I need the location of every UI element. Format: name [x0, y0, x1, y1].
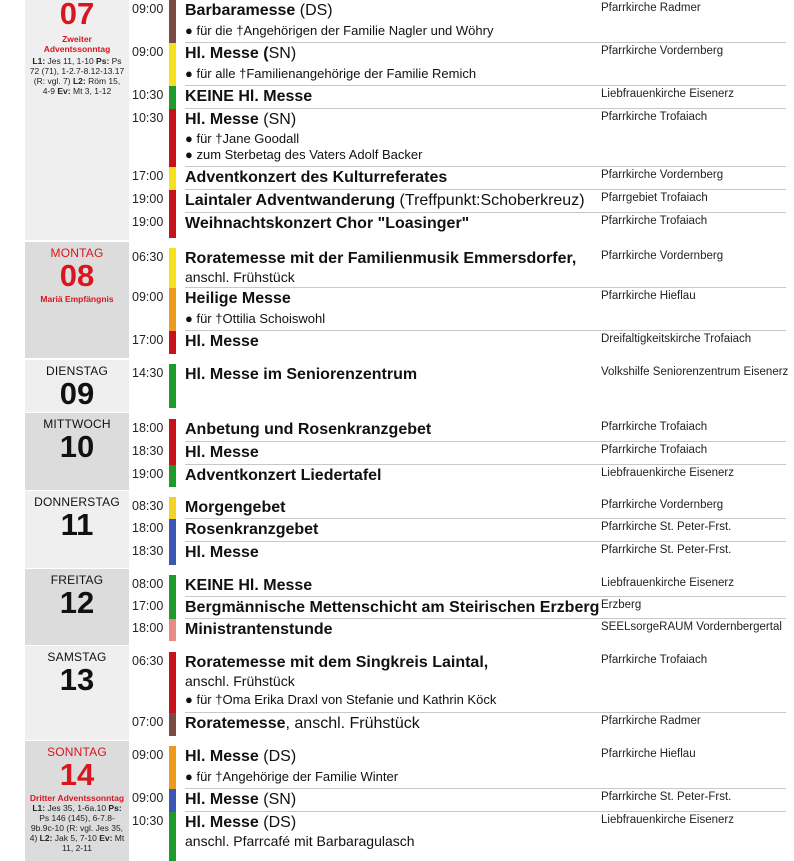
event-location: Erzberg [601, 599, 642, 611]
mass-intention: ● für †Angehörige der Familie Winter [185, 769, 399, 784]
event-title: Hl. Messe [185, 333, 259, 350]
event-row[interactable] [129, 497, 786, 519]
mass-intention: ● für alle †Familienangehörige der Familie Remich [185, 66, 477, 81]
weekday: SONNTAG [47, 745, 107, 759]
event-row[interactable] [129, 213, 786, 238]
event-time: 09:00 [132, 2, 164, 16]
event-title: Hl. Messe im Seniorenzentrum [185, 366, 418, 383]
event-location: Pfarrkirche Vordernberg [601, 250, 724, 262]
event-time: 19:00 [132, 215, 164, 229]
event-time: 17:00 [132, 599, 164, 613]
category-color-bar [169, 213, 176, 238]
event-title: KEINE Hl. Messe [185, 577, 313, 594]
event-title: KEINE Hl. Messe [185, 88, 313, 105]
event-time: 08:30 [132, 499, 164, 513]
event-time: 06:30 [132, 250, 164, 264]
mass-intention: ● für die †Angehörigen der Familie Nagler und Wöhry [185, 23, 494, 38]
category-color-bar [169, 0, 176, 43]
event-title: Roratemesse mit der Familienmusik Emmersdorfer, [185, 250, 577, 267]
event-row[interactable]: 09:00 Hl. Messe (SN) ● für alle †Familienangehörige der Familie Remich Pfarrkirche Vordernberg [129, 43, 786, 86]
event-time: 06:30 [132, 654, 164, 668]
day-header-07 [25, 0, 129, 240]
day-block-12 [25, 569, 786, 645]
event-row[interactable] [129, 167, 786, 190]
event-time: 10:30 [132, 88, 164, 102]
event-row[interactable] [129, 619, 786, 641]
category-color-bar [169, 465, 176, 487]
day-block-10 [25, 413, 786, 490]
event-row[interactable] [129, 519, 786, 542]
day-header-11 [25, 491, 129, 568]
day-header-08 [25, 242, 129, 358]
event-row[interactable]: 09:00 Hl. Messe (DS) ● für †Angehörige der Familie Winter Pfarrkirche Hieflau [129, 746, 786, 789]
event-subtitle: anschl. Frühstück [185, 269, 295, 285]
event-time: 09:00 [132, 791, 164, 805]
event-location: SEELsorgeRAUM Vordernbergertal [601, 621, 782, 633]
event-time: 19:00 [132, 192, 164, 206]
event-subtitle: anschl. Pfarrcafé mit Barbaragulasch [185, 833, 415, 849]
event-subtitle: anschl. Frühstück [185, 673, 295, 689]
event-location: Volkshilfe Seniorenzentrum Eisenerz [601, 366, 789, 378]
event-row[interactable] [129, 542, 786, 565]
feast-name: Zweiter Adventssonntag [43, 34, 111, 54]
event-time: 18:00 [132, 521, 164, 535]
day-header-13 [25, 646, 129, 740]
category-color-bar [169, 86, 176, 109]
category-color-bar [169, 652, 176, 713]
event-time: 19:00 [132, 467, 164, 481]
event-time: 07:00 [132, 715, 164, 729]
event-title: Hl. Messe [185, 814, 259, 831]
event-time: 08:00 [132, 577, 164, 591]
event-row[interactable]: 10:30 Hl. Messe (DS) anschl. Pfarrcafé mit Barbaragulasch Liebfrauenkirche Eisenerz [129, 812, 786, 861]
event-title: Adventkonzert des Kulturreferates [185, 169, 448, 186]
event-title: Hl. Messe [185, 791, 259, 808]
mass-intention: ● für †Ottilia Schoiswohl [185, 311, 326, 326]
event-row[interactable] [129, 288, 786, 331]
category-color-bar [169, 190, 176, 213]
event-location: Liebfrauenkirche Eisenerz [601, 467, 734, 479]
event-time: 10:30 [132, 814, 164, 828]
day-number: 11 [60, 507, 94, 542]
event-row[interactable] [129, 86, 786, 109]
category-color-bar [169, 167, 176, 190]
event-location: Pfarrkirche St. Peter-Frst. [601, 544, 732, 556]
event-row[interactable] [129, 575, 786, 597]
category-color-bar [169, 812, 176, 861]
event-time: 18:00 [132, 621, 164, 635]
day-block-13 [25, 646, 786, 740]
weekday: FREITAG [50, 573, 104, 587]
event-location: Pfarrkirche Trofaiach [601, 421, 708, 433]
weekday: MONTAG [50, 246, 104, 260]
day-block-08 [25, 242, 786, 358]
weekday: DONNERSTAG [34, 495, 120, 509]
weekday: MITTWOCH [43, 417, 111, 431]
category-color-bar [169, 597, 176, 619]
event-row[interactable]: 07:00 Roratemesse, anschl. Frühstück Pfarrkirche Radmer [129, 713, 786, 736]
category-color-bar [169, 519, 176, 542]
category-color-bar [169, 248, 176, 288]
event-location: Pfarrkirche Trofaiach [601, 215, 708, 227]
day-block-07 [25, 0, 786, 240]
event-title: Weihnachtskonzert Chor "Loasinger" [185, 215, 470, 232]
event-location: Dreifaltigkeitskirche Trofaiach [601, 333, 752, 345]
event-time: 09:00 [132, 290, 164, 304]
category-color-bar [169, 442, 176, 465]
weekday: SAMSTAG [47, 650, 107, 664]
day-block-09 [25, 360, 789, 412]
event-row[interactable] [129, 248, 786, 288]
event-title: Roratemesse [185, 715, 286, 732]
day-number: 12 [59, 585, 95, 620]
category-color-bar [169, 419, 176, 442]
event-time: 18:00 [132, 421, 164, 435]
event-title: Laintaler Adventwanderung [185, 192, 396, 209]
mass-intention: ● für †Jane Goodall [185, 131, 300, 146]
event-title: Bergmännische Mettenschicht am Steirischen Erzberg [185, 599, 600, 616]
event-title: Ministrantenstunde [185, 621, 333, 638]
event-location: Pfarrkirche Trofaiach [601, 111, 708, 123]
event-row[interactable]: 10:30 Hl. Messe (SN) ● für †Jane Goodall ● zum Sterbetag des Vaters Adolf Backer Pfarrkirche Trofaiach [129, 109, 786, 167]
event-row[interactable] [129, 331, 786, 354]
event-time: 09:00 [132, 45, 164, 59]
feast-name: Dritter Adventssonntag [29, 793, 125, 803]
event-row[interactable] [129, 652, 786, 713]
day-number: 08 [59, 258, 95, 293]
category-color-bar [169, 746, 176, 789]
event-location: Pfarrkirche Radmer [601, 715, 701, 727]
event-time: 14:30 [132, 366, 164, 380]
category-color-bar [169, 789, 176, 812]
weekday: DIENSTAG [45, 364, 109, 378]
event-time: 10:30 [132, 111, 164, 125]
event-location: Pfarrkirche Vordernberg [601, 45, 724, 57]
event-title: Hl. Messe [185, 544, 259, 561]
event-title: Hl. Messe [185, 748, 259, 765]
event-location: Liebfrauenkirche Eisenerz [601, 88, 734, 100]
category-color-bar [169, 497, 176, 519]
category-color-bar [169, 619, 176, 641]
event-title: Adventkonzert Liedertafel [185, 467, 382, 484]
event-location: Pfarrkirche Hieflau [601, 748, 696, 760]
category-color-bar [169, 542, 176, 565]
event-title: Hl. Messe [185, 444, 259, 461]
event-title: Rosenkranzgebet [185, 521, 319, 538]
category-color-bar [169, 364, 176, 408]
event-title: Hl. Messe [185, 111, 259, 128]
mass-intention: ● für †Oma Erika Draxl von Stefanie und Kathrin Köck [185, 692, 497, 707]
event-title: Hl. Messe ( [185, 45, 269, 62]
event-time: 18:30 [132, 444, 164, 458]
day-number: 07 [59, 0, 95, 31]
day-number: 14 [59, 757, 95, 792]
event-row[interactable]: 19:00 Laintaler Adventwanderung (Treffpunkt:Schoberkreuz) Pfarrgebiet Trofaiach [129, 190, 786, 213]
day-header-14 [25, 741, 129, 861]
event-location: Pfarrkirche Vordernberg [601, 169, 724, 181]
readings: L1: Jes 35, 1-6a.10 Ps: Ps 146 (145), 6-7.8-9b.9c-10 (R: vgl. Jes 35, 4) L2: Jak 5, 7-10 Ev: Mt 11, 2-11 [29, 803, 125, 853]
event-location: Pfarrkirche Radmer [601, 2, 701, 14]
event-location: Pfarrkirche St. Peter-Frst. [601, 521, 732, 533]
event-row[interactable] [129, 364, 789, 408]
event-row[interactable]: 09:00 Hl. Messe (SN) Pfarrkirche St. Peter-Frst. [129, 789, 786, 812]
readings: L1: Jes 11, 1-10 Ps: Ps 72 (71), 1-2.7-8.12-13.17 (R: vgl. 7) L2: Röm 15, 4-9 Ev: Mt 3, 1-12 [29, 56, 125, 96]
event-row[interactable] [129, 442, 786, 465]
feast-name: Mariä Empfängnis [40, 294, 114, 304]
day-header-10 [25, 413, 129, 490]
event-location: Liebfrauenkirche Eisenerz [601, 577, 734, 589]
event-row[interactable] [129, 419, 786, 442]
event-location: Pfarrkirche Hieflau [601, 290, 696, 302]
event-time: 18:30 [132, 544, 164, 558]
event-row[interactable] [129, 597, 786, 619]
mass-intention: ● zum Sterbetag des Vaters Adolf Backer [185, 147, 423, 162]
event-time: 17:00 [132, 333, 164, 347]
event-location: Pfarrkirche Vordernberg [601, 499, 724, 511]
event-row[interactable] [129, 465, 786, 487]
event-row[interactable]: 09:00 Barbaramesse (DS) ● für die †Angehörigen der Familie Nagler und Wöhry Pfarrkirche Radmer [129, 0, 786, 43]
category-color-bar [169, 43, 176, 86]
day-number: 10 [59, 429, 95, 464]
event-location: Pfarrkirche St. Peter-Frst. [601, 791, 732, 803]
category-color-bar [169, 288, 176, 331]
event-title: Roratemesse mit dem Singkreis Laintal, [185, 654, 489, 671]
day-block-14 [25, 741, 786, 861]
day-number: 13 [59, 662, 95, 697]
event-title: Heilige Messe [185, 290, 291, 307]
day-header-12 [25, 569, 129, 645]
category-color-bar [169, 331, 176, 354]
category-color-bar [169, 713, 176, 736]
event-title: Barbaramesse [185, 2, 296, 19]
event-time: 17:00 [132, 169, 164, 183]
event-title: Anbetung und Rosenkranzgebet [185, 421, 432, 438]
day-number: 09 [59, 376, 95, 411]
event-time: 09:00 [132, 748, 164, 762]
event-location: Pfarrkirche Trofaiach [601, 444, 708, 456]
category-color-bar [169, 575, 176, 597]
event-location: Liebfrauenkirche Eisenerz [601, 814, 734, 826]
event-title: Morgengebet [185, 499, 286, 516]
day-block-11 [25, 491, 786, 568]
event-location: Pfarrkirche Trofaiach [601, 654, 708, 666]
category-color-bar [169, 109, 176, 167]
day-header-09 [25, 360, 129, 412]
event-location: Pfarrgebiet Trofaiach [601, 192, 708, 204]
